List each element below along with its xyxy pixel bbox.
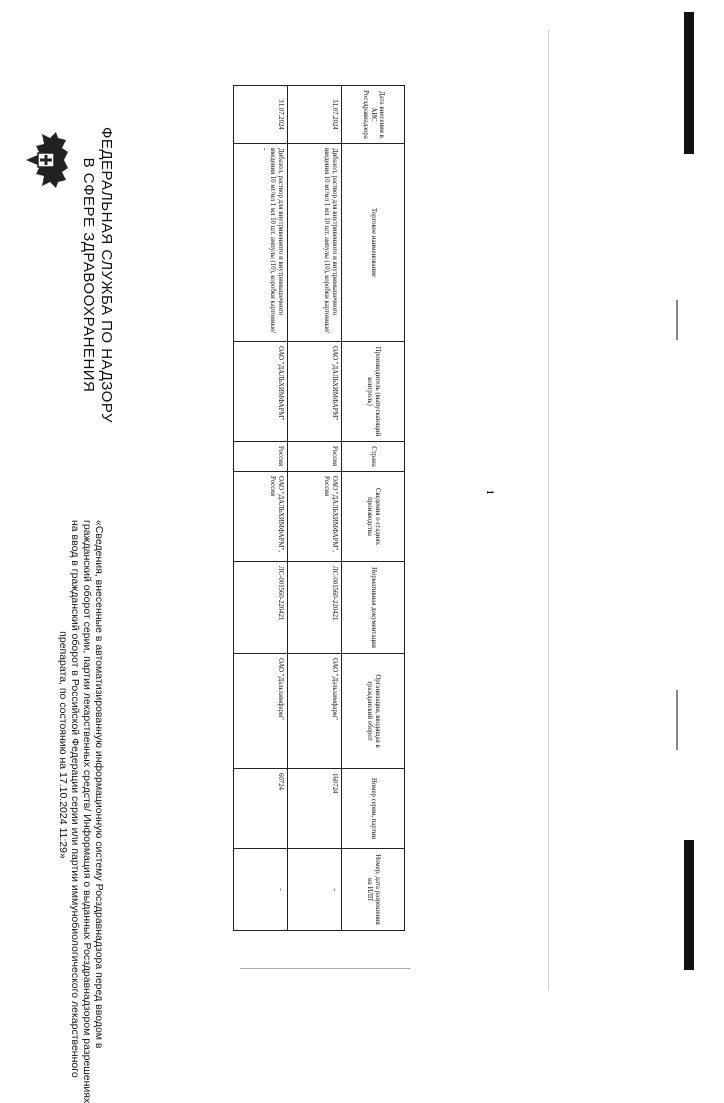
scan-fold-line [548,30,549,990]
table-row [288,86,342,931]
title-line: гражданский оборот серии, партии лекарственных средств/ Информация о выданных Росздравнадзором разрешениях [81,520,93,1103]
page-number: 1 [485,490,495,495]
cell-production-stages: ОАО "ДАЛЬХИМФАРМ", Россия [288,472,342,562]
cell-date: 31.07.2024 [234,86,288,144]
scan-noise [676,300,678,340]
column-header: Нормативная документация [342,562,405,654]
column-header: Номер, дата разрешения на ИЛП [342,849,405,931]
scan-edge-mark-top [684,12,694,154]
title-line: препарата, по состоянию на 17.10.2024 11:29» [57,631,69,859]
cell-manufacturer: ОАО "ДАЛЬХИМФАРМ" [288,342,342,442]
cell-production-stages: ОАО "ДАЛЬХИМФАРМ", Россия [234,472,288,562]
agency-line-1: ФЕДЕРАЛЬНАЯ СЛУЖБА ПО НАДЗОРУ [98,126,115,424]
cell-organization: ОАО "Дальхимфарм" [288,654,342,769]
cell-normative-doc: ЛС-001560-220421 [288,562,342,654]
agency-name [79,75,115,475]
cell-normative-doc: ЛС-001560-220421 [234,562,288,654]
table-row [234,86,288,931]
cell-trade-name: Дибазол, раствор для внутривенного и внутримышечного введения 10 мг/мл 1 мл 10 шт. ампулы (10), коробки картонные/ - [234,144,288,342]
cell-country: Россия [234,442,288,472]
cell-batch-number: 160724 [288,769,342,849]
cell-batch-number: 60724 [234,769,288,849]
title-line: «Сведения, внесенные в автоматизированную информационную систему Росздравнадзора перед вводом в [93,520,105,1049]
double-headed-eagle-emblem-icon [22,130,70,190]
column-header: Торговое наименование [342,144,405,342]
registry-table [233,85,405,931]
title-line: на ввод в гражданский оборот в Российской Федерации серии или партии иммунобиологического лекарственного [69,520,81,1078]
table-header-row [342,86,405,931]
scan-edge-mark-bottom [684,840,694,970]
cell-permit: - [288,849,342,931]
cell-manufacturer: ОАО "ДАЛЬХИМФАРМ" [234,342,288,442]
scan-noise [676,690,678,750]
document-title [57,520,105,1103]
column-header: Страна [342,442,405,472]
cell-country: Россия [288,442,342,472]
cell-permit: - [234,849,288,931]
column-header: Номер серии, партии [342,769,405,849]
column-header: Производитель (выпускающий контроль) [342,342,405,442]
agency-line-2: В СФЕРЕ ЗДРАВООХРАНЕНИЯ [80,157,97,393]
column-header: Организация, вводящая в гражданский оборот [342,654,405,769]
cell-organization: ОАО "Дальхимфарм" [234,654,288,769]
rotated-document [20,35,500,1103]
column-header: Сведения о стадиях производства [342,472,405,562]
cell-trade-name: Дибазол, раствор для внутривенного и внутримышечного введения 10 мг/мл 1 мл 10 шт. ампулы (10), коробки картонные/ [288,144,342,342]
column-header: Дата внесения в АИС Росздравнадзора [342,86,405,144]
cell-date: 31.07.2024 [288,86,342,144]
